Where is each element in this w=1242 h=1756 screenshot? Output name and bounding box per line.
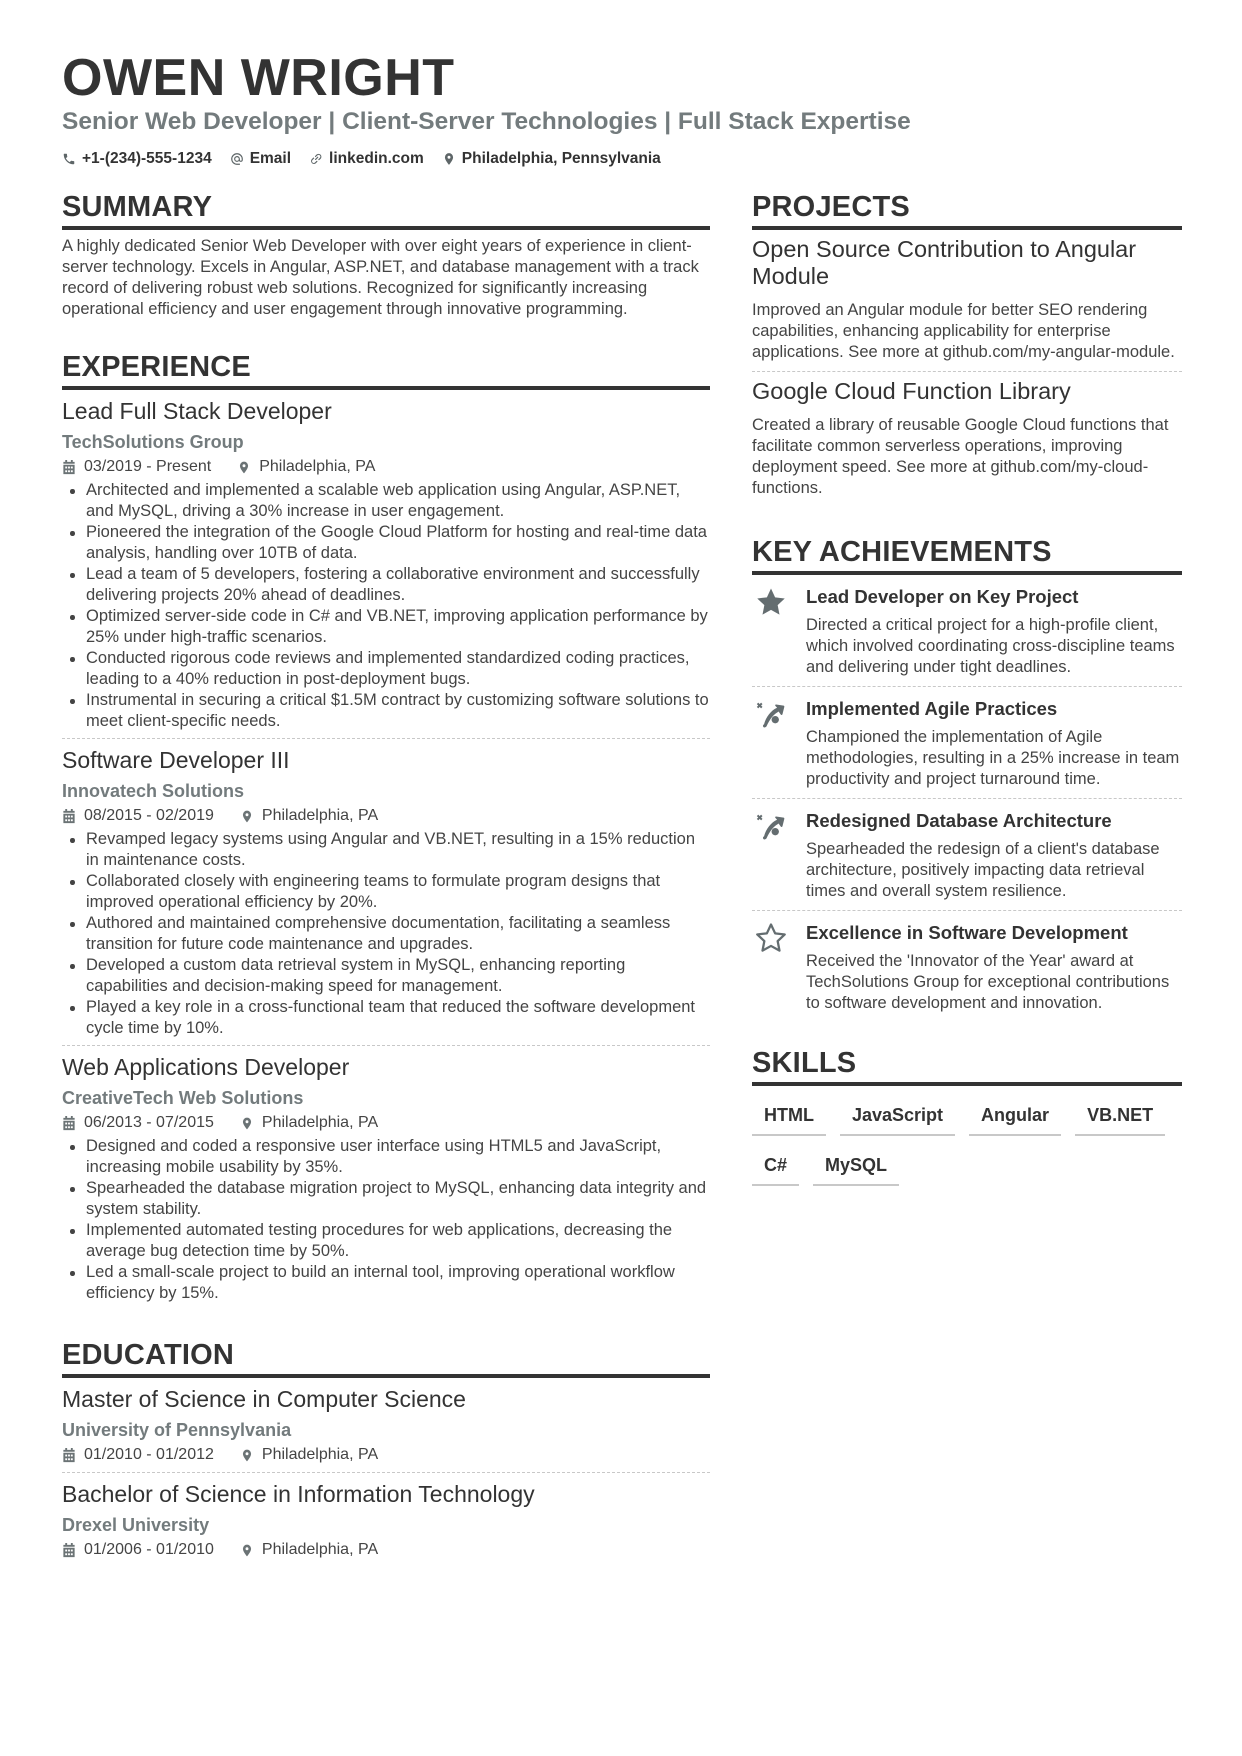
bullet-item: Collaborated closely with engineering teams to formulate program designs that improved operational efficiency by 20%. (62, 871, 710, 913)
section-title-skills: SKILLS (752, 1046, 1182, 1086)
phone-number: +1-(234)-555-1234 (82, 150, 212, 167)
project-entry (752, 230, 1182, 371)
star-outline-icon (754, 921, 788, 955)
skill-tag: MySQL (813, 1150, 899, 1186)
bullet-item: Spearheaded the database migration project to MySQL, enhancing data integrity and system stability. (62, 1178, 710, 1220)
dates-text: 06/2013 - 07/2015 (84, 1114, 214, 1131)
job-meta (62, 805, 710, 827)
bullet-item: Conducted rigorous code reviews and implemented standardized coding practices, leading to a 40% reduction in post-deployment bugs. (62, 648, 710, 690)
achievement-icon-wrap (752, 921, 806, 1014)
section-title-achievements: KEY ACHIEVEMENTS (752, 535, 1182, 575)
achievement-title: Redesigned Database Architecture (806, 810, 1112, 831)
achievement-entry (752, 798, 1182, 910)
contact-email[interactable] (230, 150, 291, 168)
contact-bar (62, 150, 661, 168)
school-name: Drexel University (62, 1515, 210, 1535)
achievement-body (806, 921, 1182, 1014)
job-bullets (62, 829, 710, 1039)
achievement-description: Championed the implementation of Agile methodologies, resulting in a 25% increase in team productivity and project turnaround time. (806, 728, 1180, 788)
project-title: Google Cloud Function Library (752, 378, 1071, 404)
bullet-item: Played a key role in a cross-functional team that reduced the software development cycle time by 10%. (62, 997, 710, 1039)
experience-section (62, 350, 710, 1310)
right-column (752, 190, 1182, 1186)
skills-list (752, 1100, 1182, 1186)
project-description: Improved an Angular module for better SEO rendering capabilities, enhancing applicability for enterprise applications. See more at github.com/my-angular-module. (752, 301, 1175, 361)
at-icon (230, 152, 244, 166)
star-filled-icon (754, 585, 788, 619)
degree-title: Bachelor of Science in Information Technology (62, 1481, 535, 1507)
calendar-icon (62, 1116, 76, 1131)
achievements-section (752, 535, 1182, 1022)
summary-text: A highly dedicated Senior Web Developer with over eight years of experience in client-server technology. Excels in Angular, ASP.NET, and database management with a track record of delivering robust web solutions. Recognized for significantly increasing operational efficiency and user engagement through innovative programming. (62, 237, 699, 318)
job-meta (62, 456, 710, 478)
projects-section (752, 190, 1182, 507)
location-text: Philadelphia, PA (261, 1446, 379, 1463)
location-pin-icon (240, 1448, 254, 1463)
education-entry (62, 1378, 710, 1472)
left-column (62, 190, 710, 1567)
degree-title: Master of Science in Computer Science (62, 1386, 466, 1412)
calendar-icon (62, 809, 76, 824)
skill-tag: C# (752, 1150, 799, 1186)
job-title: Lead Full Stack Developer (62, 398, 332, 424)
location-text: Philadelphia, PA (261, 1114, 379, 1131)
achievement-icon-wrap (752, 585, 806, 678)
job-dates (62, 805, 214, 827)
bullet-item: Revamped legacy systems using Angular and VB.NET, resulting in a 15% reduction in maintenance costs. (62, 829, 710, 871)
achievement-title: Lead Developer on Key Project (806, 586, 1079, 607)
bullet-item: Optimized server-side code in C# and VB.NET, improving application performance by 25% under high-traffic scenarios. (62, 606, 710, 648)
achievement-description: Received the 'Innovator of the Year' award at TechSolutions Group for exceptional contributions to software development and innovation. (806, 952, 1170, 1012)
experience-entry (62, 390, 710, 738)
location-pin-icon (240, 1543, 254, 1558)
achievement-body (806, 585, 1182, 678)
linkedin-link: linkedin.com (329, 150, 424, 167)
section-title-projects: PROJECTS (752, 190, 1182, 230)
phone-icon (62, 152, 76, 166)
calendar-icon (62, 1448, 76, 1463)
calendar-icon (62, 1543, 76, 1558)
dates-text: 01/2010 - 01/2012 (84, 1446, 214, 1463)
company-name: TechSolutions Group (62, 432, 244, 452)
achievement-entry (752, 686, 1182, 798)
job-meta (62, 1112, 710, 1134)
achievement-body (806, 697, 1182, 790)
contact-linkedin[interactable] (309, 150, 424, 168)
contact-location (442, 150, 661, 168)
dates-text: 08/2015 - 02/2019 (84, 807, 214, 824)
company-name: CreativeTech Web Solutions (62, 1088, 304, 1108)
candidate-name: OWEN WRIGHT (62, 49, 455, 107)
job-location (240, 1112, 378, 1134)
achievement-description: Spearheaded the redesign of a client's database architecture, positively impacting data retrieval times and overall system resilience. (806, 840, 1160, 900)
location-pin-icon (237, 460, 251, 475)
skills-section (752, 1046, 1182, 1186)
experience-entry (62, 738, 710, 1045)
job-title: Web Applications Developer (62, 1054, 350, 1080)
strategy-icon (754, 809, 788, 843)
skill-tag: HTML (752, 1100, 826, 1136)
achievement-entry (752, 575, 1182, 686)
job-title: Software Developer III (62, 747, 290, 773)
location-pin-icon (442, 152, 456, 166)
link-icon (309, 152, 323, 166)
achievement-body (806, 809, 1182, 902)
dates-text: 03/2019 - Present (84, 458, 212, 475)
job-location (240, 805, 378, 827)
skill-tag: JavaScript (840, 1100, 955, 1136)
project-description: Created a library of reusable Google Cloud functions that facilitate common serverless operations, improving deployment speed. See more at github.com/my-cloud-functions. (752, 416, 1169, 497)
school-name: University of Pennsylvania (62, 1420, 292, 1440)
education-dates (62, 1539, 214, 1561)
section-title-education: EDUCATION (62, 1338, 710, 1378)
achievement-entry (752, 910, 1182, 1022)
location-text: Philadelphia, PA (261, 807, 379, 824)
location-pin-icon (240, 1116, 254, 1131)
bullet-item: Developed a custom data retrieval system in MySQL, enhancing reporting capabilities and decision-making speed for management. (62, 955, 710, 997)
location-pin-icon (240, 809, 254, 824)
section-title-summary: SUMMARY (62, 190, 710, 230)
achievement-title: Implemented Agile Practices (806, 698, 1058, 719)
education-entry (62, 1472, 710, 1567)
education-dates (62, 1444, 214, 1466)
job-location (237, 456, 375, 478)
bullet-item: Implemented automated testing procedures for web applications, decreasing the average bug detection time by 50%. (62, 1220, 710, 1262)
skill-tag: Angular (969, 1100, 1061, 1136)
achievement-icon-wrap (752, 697, 806, 790)
bullet-item: Architected and implemented a scalable web application using Angular, ASP.NET, and MySQL, driving a 30% increase in user engagement. (62, 480, 710, 522)
experience-entry (62, 1045, 710, 1310)
achievement-description: Directed a critical project for a high-profile client, which involved coordinating cross-discipline teams and delivering under tight deadlines. (806, 616, 1175, 676)
project-title: Open Source Contribution to Angular Module (752, 236, 1137, 289)
bullet-item: Authored and maintained comprehensive documentation, facilitating a seamless transition for future code maintenance and upgrades. (62, 913, 710, 955)
summary-section (62, 190, 710, 320)
section-title-experience: EXPERIENCE (62, 350, 710, 390)
job-dates (62, 1112, 214, 1134)
location-text: Philadelphia, PA (261, 1541, 379, 1558)
company-name: Innovatech Solutions (62, 781, 245, 801)
job-bullets (62, 480, 710, 732)
location-text: Philadelphia, Pennsylvania (461, 150, 661, 167)
education-section (62, 1338, 710, 1567)
project-entry (752, 371, 1182, 507)
calendar-icon (62, 460, 76, 475)
bullet-item: Pioneered the integration of the Google Cloud Platform for hosting and real-time data analysis, handling over 10TB of data. (62, 522, 710, 564)
strategy-icon (754, 697, 788, 731)
education-location (240, 1444, 378, 1466)
education-meta (62, 1539, 710, 1561)
bullet-item: Instrumental in securing a critical $1.5M contract by customizing software solutions to meet client-specific needs. (62, 690, 710, 732)
bullet-item: Lead a team of 5 developers, fostering a collaborative environment and successfully delivering projects 20% ahead of deadlines. (62, 564, 710, 606)
contact-phone[interactable] (62, 150, 212, 168)
education-meta (62, 1444, 710, 1466)
bullet-item: Led a small-scale project to build an internal tool, improving operational workflow efficiency by 15%. (62, 1262, 710, 1304)
achievement-icon-wrap (752, 809, 806, 902)
skill-tag: VB.NET (1075, 1100, 1165, 1136)
education-location (240, 1539, 378, 1561)
job-bullets (62, 1136, 710, 1304)
dates-text: 01/2006 - 01/2010 (84, 1541, 214, 1558)
candidate-tagline: Senior Web Developer | Client-Server Technologies | Full Stack Expertise (62, 108, 911, 135)
job-dates (62, 456, 211, 478)
bullet-item: Designed and coded a responsive user interface using HTML5 and JavaScript, increasing mobile usability by 35%. (62, 1136, 710, 1178)
email-link: Email (249, 150, 292, 167)
achievement-title: Excellence in Software Development (806, 922, 1128, 943)
location-text: Philadelphia, PA (259, 458, 376, 475)
